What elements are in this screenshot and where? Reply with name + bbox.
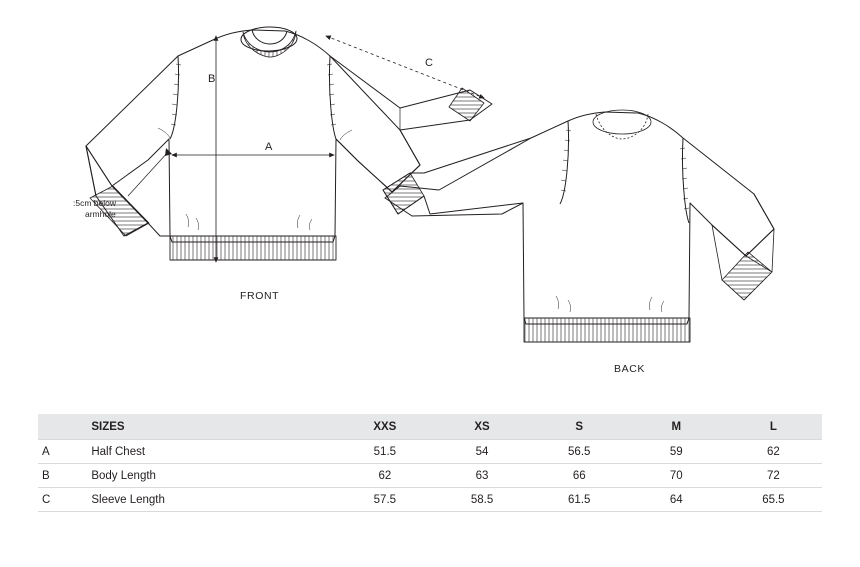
table-row [38, 464, 822, 488]
table-row [38, 440, 822, 464]
row-code-c: C [42, 493, 51, 506]
header-size-s: S [531, 414, 628, 440]
cell-half-chest-m: 59 [669, 445, 683, 458]
back-garment-drawing [383, 110, 774, 342]
cell-sleeve-length-m: 64 [669, 493, 683, 506]
back-view-label: BACK [614, 363, 645, 375]
dimension-letter-a: A [265, 141, 273, 153]
row-code-b: B [42, 469, 50, 482]
front-view-label: FRONT [240, 290, 280, 302]
front-right-sleeve [330, 56, 492, 192]
cell-half-chest-xxs: 51.5 [373, 445, 397, 458]
cell-sleeve-length-xs: 58.5 [470, 493, 494, 506]
cell-sleeve-length-l: 65.5 [762, 493, 785, 506]
row-name-sleeve-length: Sleeve Length [91, 493, 165, 506]
row-name-half-chest: Half Chest [91, 445, 146, 458]
table-body [38, 440, 822, 512]
cell-sleeve-length-xxs: 57.5 [373, 493, 397, 506]
row-code-a: A [42, 445, 50, 458]
dimension-letter-c: C [425, 57, 433, 69]
cell-half-chest-s: 56.5 [568, 445, 591, 458]
front-garment-drawing [86, 27, 470, 260]
dimension-lines [128, 36, 484, 262]
cell-body-length-l: 72 [766, 469, 780, 482]
row-name-body-length: Body Length [91, 469, 156, 482]
armhole-note-line1: :5cm below [73, 198, 116, 208]
header-code [38, 414, 77, 440]
header-size-m: M [628, 414, 725, 440]
cell-sleeve-length-s: 61.5 [568, 493, 591, 506]
cell-body-length-xs: 63 [475, 469, 489, 482]
cell-body-length-s: 66 [572, 469, 586, 482]
header-sizes: SIZES [77, 414, 336, 440]
header-size-xxs: XXS [336, 414, 433, 440]
table-header [38, 414, 822, 440]
size-chart-table [38, 414, 822, 512]
header-size-l: L [725, 414, 822, 440]
cell-half-chest-xs: 54 [475, 445, 489, 458]
table-header-row [38, 414, 822, 440]
cell-body-length-xxs: 62 [378, 469, 392, 482]
table-row [38, 488, 822, 512]
cell-body-length-m: 70 [669, 469, 683, 482]
dimension-letter-b: B [208, 73, 216, 85]
cell-half-chest-l: 62 [766, 445, 780, 458]
armhole-note-line2: armhole [85, 209, 116, 219]
header-size-xs: XS [433, 414, 530, 440]
